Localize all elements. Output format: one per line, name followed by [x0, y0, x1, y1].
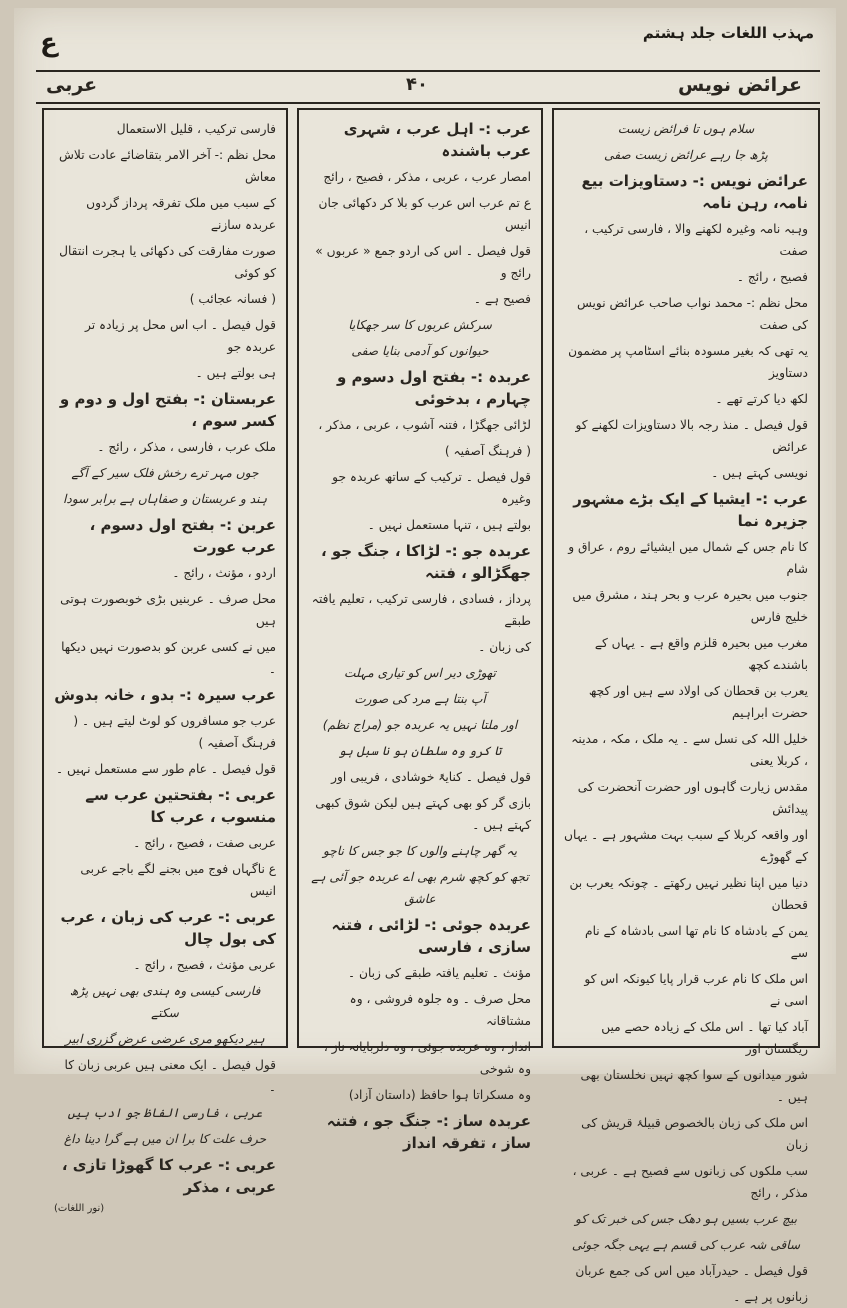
text-line: کی زبان ۔ — [478, 640, 531, 654]
text-line: فصیح ہے ۔ — [473, 292, 531, 306]
text-line: یمن کے بادشاہ کا نام تھا اسی بادشاہ کے نام سے — [585, 924, 808, 960]
text-line: مؤنث ۔ تعلیم یافتہ طبقے کی زبان ۔ — [347, 966, 531, 980]
entry-headword-line: عرب :- اہل عرب ، شہری عرب باشندہ — [343, 120, 531, 160]
text-line: مقدس زیارت گاہوں اور حضرت آنحضرت کی پیدائش — [577, 780, 808, 816]
verse-line: تجھ کو کچھ شرم بھی اے عربدہ جو آئی ہے عاشق — [311, 870, 529, 906]
text-line: قول فیصل ۔ منذ رجہ بالا دستاویزات لکھنے کو عرائض — [575, 418, 808, 454]
entry-headword-line: عربدہ ساز :- جنگ جو ، فتنہ ساز ، تفرقہ انداز — [326, 1112, 531, 1152]
page-number: ۴۰ — [406, 74, 428, 95]
text-line: ( فسانہ عجائب ) — [189, 292, 276, 306]
verse-line: جوں مہر ترے رخش فلک سیر کے آگے — [71, 466, 259, 480]
text-line: مغرب میں بحیرہ قلزم واقع ہے ۔ یہاں کے باشندے کچھ — [594, 636, 808, 672]
text-line: خلیل اللہ کی نسل سے ۔ یہ ملک ، مکہ ، مدینہ ، کربلا یعنی — [571, 732, 808, 768]
volume-title: مہذب اللغات جلد ہشتم — [642, 24, 814, 42]
verse-line: سرکش عربوں کا سر جھکایا — [348, 318, 492, 332]
text-line: اس ملک کا نام عرب قرار پایا کیونکہ اس کو اسی نے — [584, 972, 808, 1008]
text-line: بازی گر کو بھی کہتے ہیں لیکن شوق کبھی کہتے ہیں ۔ — [315, 796, 531, 832]
verse-line: ساقی شہ عرب کی قسم ہے یہی جگہ جوئی — [571, 1238, 801, 1252]
verse-line: پڑھ جا رہے عرائض زیست صفی — [604, 148, 768, 162]
text-line: اور واقعہ کربلا کے سبب بہت مشہور ہے ۔ یہاں کے گھوڑے — [564, 828, 808, 864]
verse-line: تھوڑی دیر اس کو تیاری مہلت — [344, 666, 496, 680]
text-line: ملک عرب ، فارسی ، مذکر ، رائج ۔ — [97, 440, 276, 454]
text-line: عرب جو مسافروں کو لوٹ لیتے ہیں ۔ ( فرہنگ آصفیہ ) — [73, 714, 276, 750]
verse-line: سلام ہوں تا فرائض زیست — [617, 122, 755, 136]
entry-headword-line: عربستان :- بفتح اول و دوم و کسر سوم ، — [59, 390, 276, 430]
text-line: قول فیصل ۔ اب اس محل پر زیادہ تر عربدہ جو — [85, 318, 276, 354]
text-line: قول فیصل ۔ عام طور سے مستعمل نہیں ۔ — [55, 762, 276, 776]
text-line: سب ملکوں کی زبانوں سے فصیح ہے ۔ عربی ، مذکر ، رائج — [572, 1164, 808, 1200]
text-line: قول فیصل ۔ ایک معنی ہیں عربی زبان کا ۔ — [64, 1058, 276, 1094]
text-line: یہ تھی کہ بغیر مسودہ بنائے اسٹامپ پر مضمون دستاویز — [568, 344, 808, 380]
text-line: وہبہ نامہ وغیرہ لکھنے والا ، فارسی ترکیب ، صفت — [584, 222, 808, 258]
entry-headword-line: عربدہ جوئی :- لڑائی ، فتنہ سازی ، فارسی — [331, 916, 531, 956]
section-letter: ع — [40, 28, 58, 58]
text-line: محل صرف ۔ وہ جلوہ فروشی ، وہ مشتاقانہ — [349, 992, 531, 1028]
text-line: آباد کیا تھا ۔ اس ملک کے زیادہ حصے میں ریگستان اور — [601, 1020, 808, 1056]
text-line: صورت مفارقت کی دکھائی یا ہجرت انتقال کو کوئی — [59, 244, 276, 280]
entry-headword-line: عربی :- بفتحتین عرب سے منسوب ، عرب کا — [85, 786, 276, 826]
entry-headword-line: عربی :- عرب کا گھوڑا تازی ، عربی ، مذکر — [61, 1156, 276, 1196]
verse-line: فارسی کیسی وہ ہندی بھی نہیں پڑھ سکتے — [69, 984, 261, 1020]
verse-line: ہند و عربستان و صفاہاں ہے برابر سودا — [63, 492, 267, 506]
running-header-left: عربی — [46, 74, 98, 96]
text-line: ع ناگہاں فوج میں بجنے لگے باجے عربی انیس — [80, 862, 276, 898]
column-left — [42, 108, 288, 1214]
text-line: دنیا میں اپنا نظیر نہیں رکھتے ۔ چونکہ یعرب بن قحطان — [569, 876, 808, 912]
text-line: اس ملک کی زبان بالخصوص قبیلۂ قریش کی زبان — [581, 1116, 808, 1152]
text-line: نویسی کہتے ہیں ۔ — [711, 466, 808, 480]
entry-headword-line: عربی :- عرب کی زبان ، عرب کی بول چال — [60, 908, 276, 948]
entry-headword-line: عربدہ :- بفتح اول دسوم و چہارم ، بدخوئی — [336, 368, 531, 408]
verse-line: بیچ عرب بسیں ہو دھک جس کی خبر تک کو — [574, 1212, 798, 1226]
text-line: شور میدانوں کے سوا کچھ نہیں نخلستان بھی ہیں ۔ — [580, 1068, 808, 1104]
text-line: وہ مسکراتا ہوا حافظ (داستان آزاد) — [348, 1088, 531, 1102]
text-line: پرداز ، فسادی ، فارسی ترکیب ، تعلیم یافتہ طبقے — [311, 592, 531, 628]
verse-line: تا کرو وہ سلطان ہو نا سبل ہو — [338, 744, 502, 758]
text-line: قول فیصل ۔ اس کی اردو جمع « عربوں » رائج و — [315, 244, 531, 280]
text-line: میں نے کسی عربن کو بدصورت نہیں دیکھا ۔ — [61, 640, 276, 676]
text-line: ع تم عرب اس عرب کو بلا کر دکھائی جان انیس — [318, 196, 531, 232]
text-line: بولتے ہیں ، تنہا مستعمل نہیں ۔ — [367, 518, 531, 532]
verse-line: حرف علت کا برا ان میں ہے گرا دینا داغ — [63, 1132, 267, 1146]
text-line: محل نظم :- آخر الامر بتقاضائے عادت تلاش معاش — [59, 148, 276, 184]
text-line: یعرب بن قحطان کی اولاد سے ہیں اور کچھ حضرت ابراہیم — [588, 684, 808, 720]
text-line: امصار عرب ، عربی ، مذکر ، فصیح ، رائج — [323, 170, 531, 184]
running-header-right: عرائض نویس — [677, 74, 802, 96]
text-line: جنوب میں بحیرہ عرب و بحر ہند ، مشرق میں خلیج فارس — [572, 588, 808, 624]
text-line: محل نظم :- محمد نواب صاحب عرائض نویس کی صفت — [576, 296, 808, 332]
entry-headword-line: عرائض نویس :- دستاویزات بیع نامہ، رہن نامہ — [581, 172, 808, 212]
text-line: فصیح ، رائج ۔ — [736, 270, 808, 284]
text-line: (نور اللغات) — [54, 1203, 105, 1214]
text-line: ( فرہنگ آصفیہ ) — [444, 444, 531, 458]
text-line: اردو ، مؤنث ، رائج ۔ — [172, 566, 276, 580]
verse-line: یہ گھر چاہنے والوں کا جو جس کا ناچو — [323, 844, 517, 858]
text-line: قول فیصل ۔ حیدرآباد میں اس کی جمع عربان — [575, 1264, 808, 1278]
text-line: قول فیصل ۔ ترکیب کے ساتھ عربدہ جو وغیرہ — [332, 470, 531, 506]
verse-line: ہیر دیکھو مری عرضی عرض گزری ابیر — [65, 1032, 265, 1046]
text-line: لکھ دیا کرتے تھے ۔ — [715, 392, 808, 406]
running-header — [36, 70, 820, 104]
text-line: لڑائی جھگڑا ، فتنہ آشوب ، عربی ، مذکر ، — [318, 418, 531, 432]
verse-line: اور ملتا نہیں یہ عربدہ جو (مراج نظم) — [322, 718, 518, 732]
column-middle — [297, 108, 543, 1152]
entry-headword-line: عرب سیرہ :- بدو ، خانہ بدوش — [54, 686, 276, 704]
text-line: کے سبب میں ملک تفرقہ پرداز گردوں عربدہ سازنے — [86, 196, 276, 232]
text-line: عربی صفت ، فصیح ، رائج ۔ — [133, 836, 276, 850]
text-line: کا نام جس کے شمال میں ایشیائے روم ، عراق و شام — [568, 540, 808, 576]
verse-line: حیوانوں کو آدمی بنایا صفی — [351, 344, 489, 358]
text-line: ہی بولتے ہیں ۔ — [195, 366, 276, 380]
scanned-page — [14, 8, 836, 1304]
entry-headword-line: عرب :- ایشیا کے ایک بڑے مشہور جزیرہ نما — [573, 490, 808, 530]
text-line: زبانوں پر ہے ۔ — [733, 1290, 808, 1304]
text-line: فارسی ترکیب ، قلیل الاستعمال — [116, 122, 276, 136]
column-right — [552, 108, 820, 1304]
entry-headword-line: عربن :- بفتح اول دسوم ، عرب عورت — [89, 516, 276, 556]
entry-headword-line: عربدہ جو :- لڑاکا ، جنگ جو ، جھگڑالو ، فتنہ — [320, 542, 531, 582]
text-line: قول فیصل ۔ کنایۃً خوشادی ، فریبی اور — [331, 770, 531, 784]
text-line: عربی مؤنث ، فصیح ، رائج ۔ — [133, 958, 276, 972]
verse-line: عربی ، فارسی الفاظ جو ادب ہیں — [67, 1106, 263, 1120]
text-line: انداز ، وہ عربدہ جوئی ، وہ دلربایانہ ناز ، وہ شوخی — [323, 1040, 531, 1076]
verse-line: آپ بنتا ہے مرد کی صورت — [354, 692, 486, 706]
text-line: محل صرف ۔ عربنیں بڑی خوبصورت ہوتی ہیں — [60, 592, 276, 628]
